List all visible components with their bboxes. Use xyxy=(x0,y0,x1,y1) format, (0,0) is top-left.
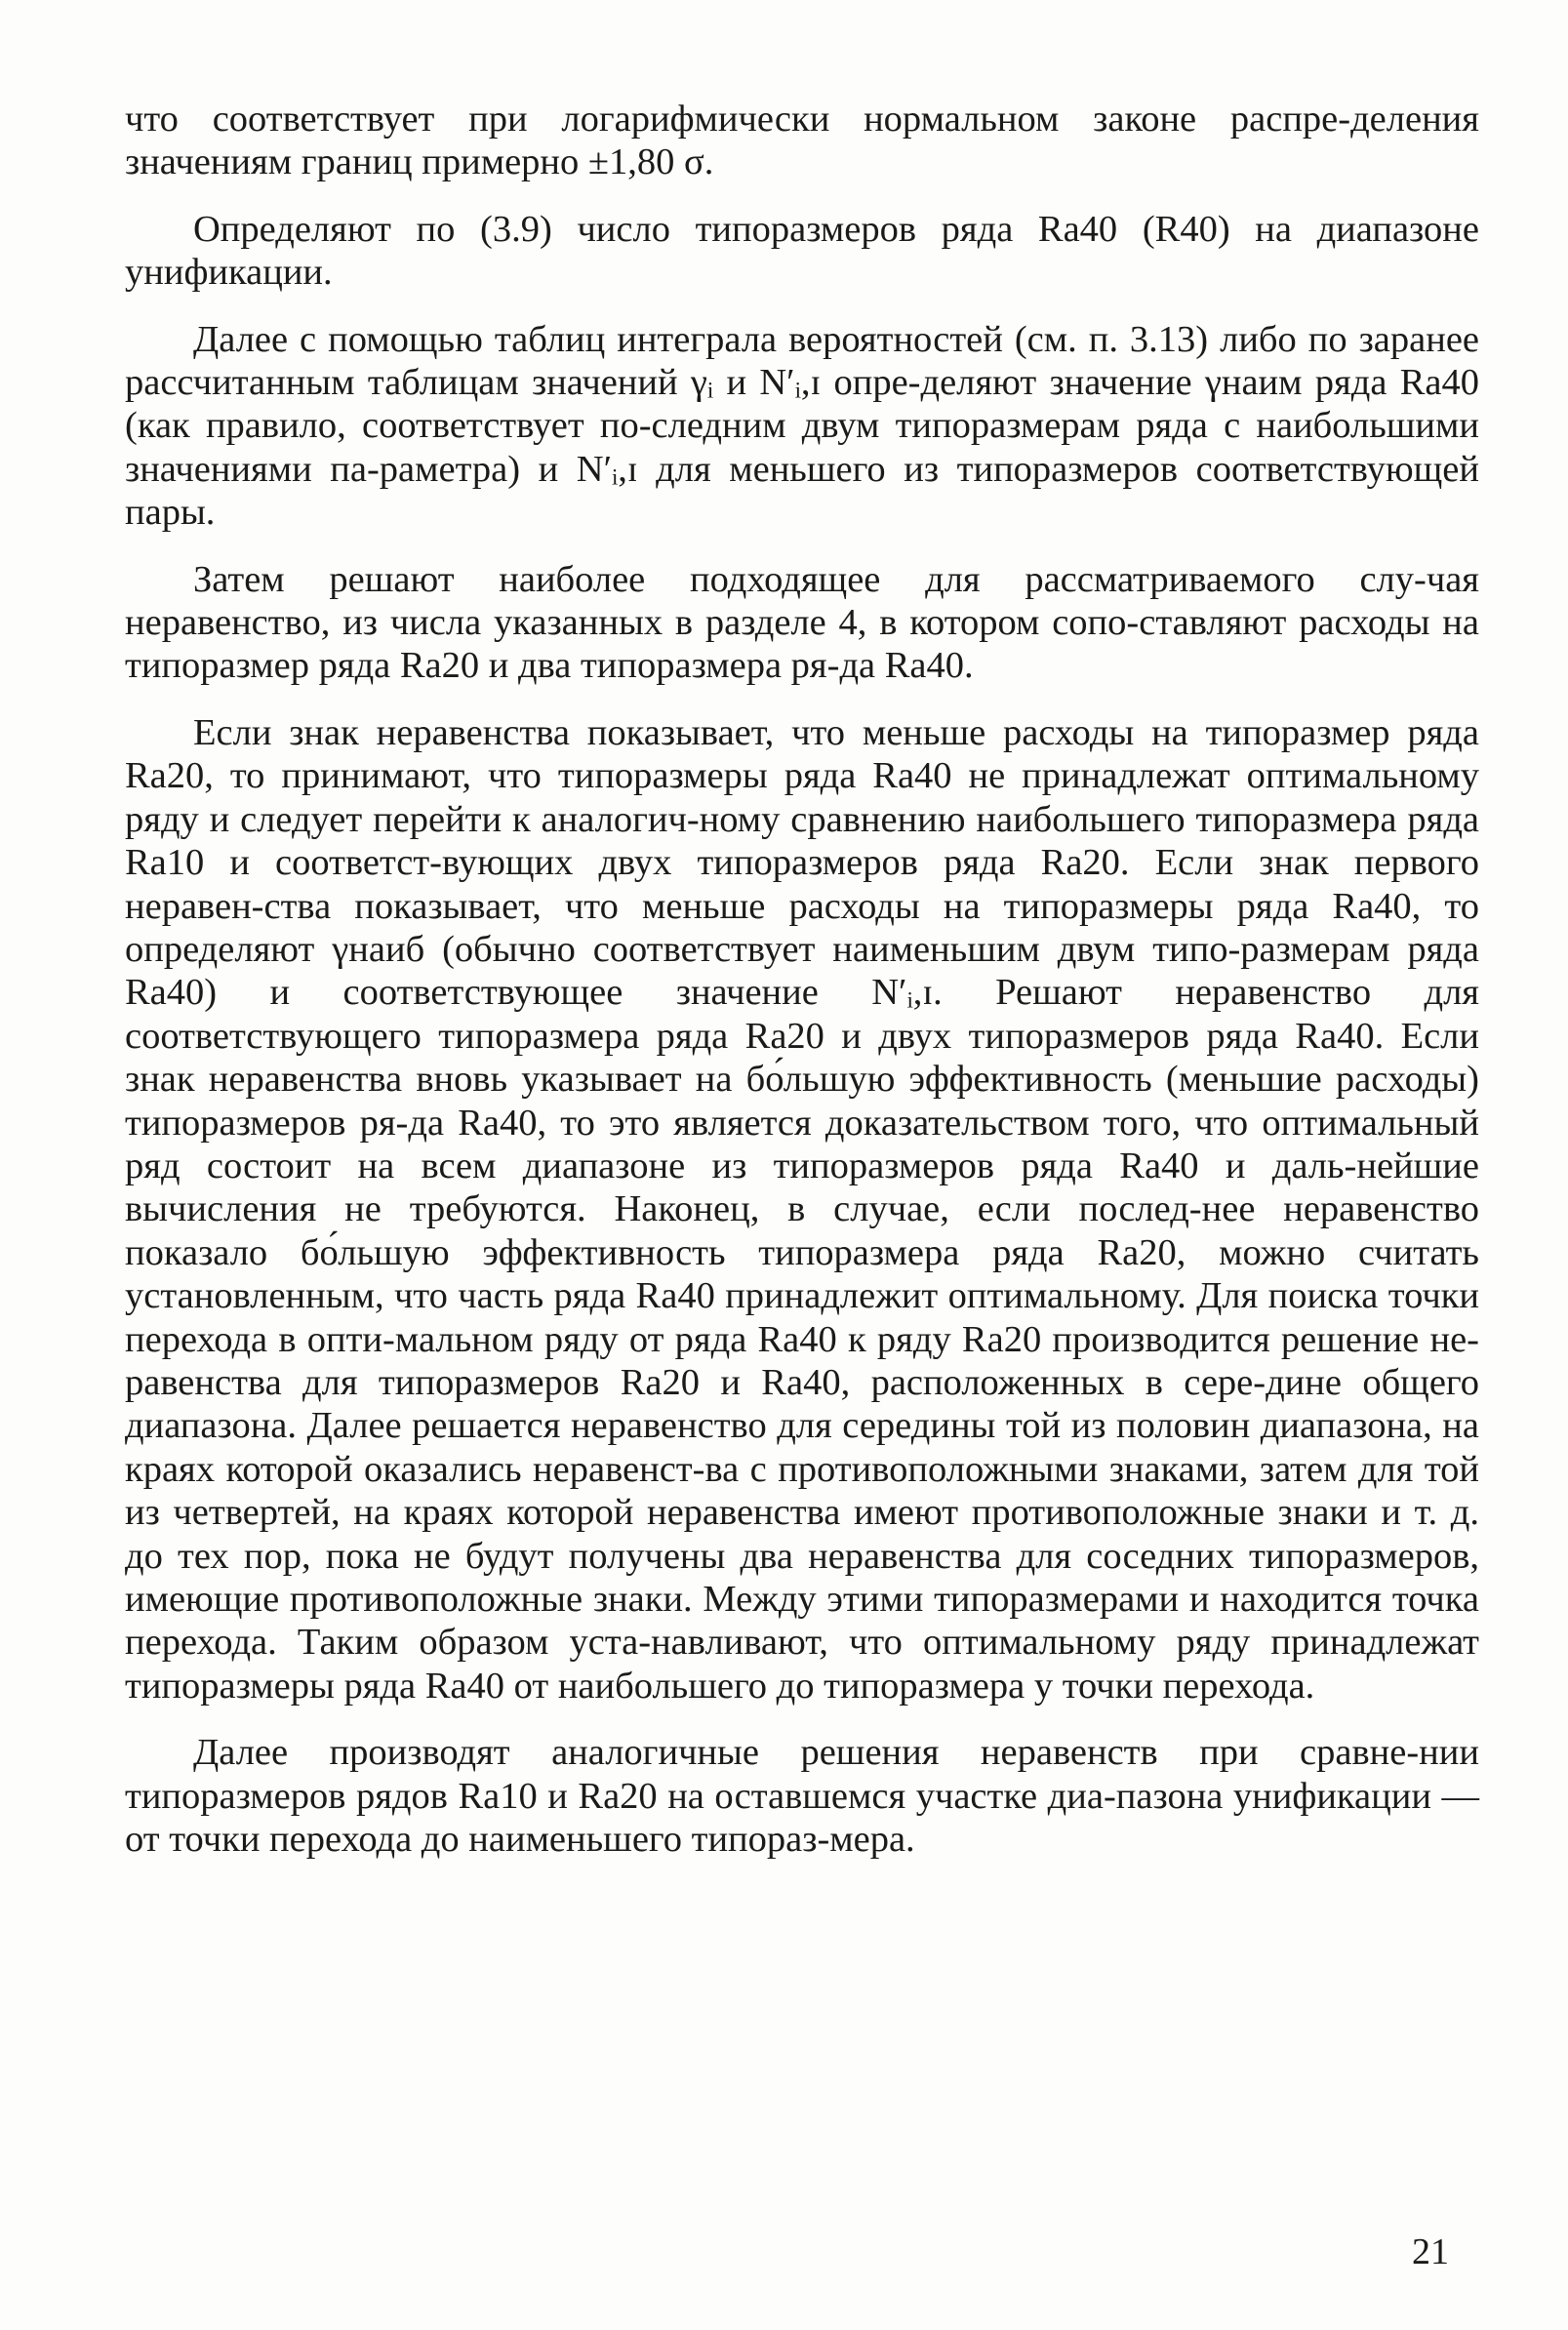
paragraph-3: Далее с помощью таблиц интеграла вероятностей (см. п. 3.13) либо по заранее рассчитанным таблицам значений γᵢ и N′ᵢ,ɪ опре-деляют значение γнаим ряда Ra40 (как правило, соответствует по-следним двум типоразмерам ряда с наибольшими значениями па-раметра) и N′ᵢ,ɪ для меньшего из типоразмеров соответствующей пары. xyxy=(125,318,1479,534)
paragraph-2: Определяют по (3.9) число типоразмеров ряда Ra40 (R40) на диапазоне унификации. xyxy=(125,208,1479,294)
body-text xyxy=(125,98,1479,1884)
paragraph-6: Далее производят аналогичные решения неравенств при сравне-нии типоразмеров рядов Ra10 и Ra20 на оставшемся участке диа-пазона унификации — от точки перехода до наименьшего типораз-мера. xyxy=(125,1732,1479,1861)
paragraph-5: Если знак неравенства показывает, что меньше расходы на типоразмер ряда Ra20, то принимают, что типоразмеры ряда Ra40 не принадлежат оптимальному ряду и следует перейти к аналогич-ному сравнению наибольшего типоразмера ряда Ra10 и соответст-вующих двух типоразмеров ряда Ra20. Если знак первого неравен-ства показывает, что меньше расходы на типоразмеры ряда Ra40, то определяют γнаиб (обычно соответствует наименьшим двум типо-размерам ряда Ra40) и соответствующее значение N′ᵢ,ɪ. Решают неравенство для соответствующего типоразмера ряда Ra20 и двух типоразмеров ряда Ra40. Если знак неравенства вновь указывает на бо́льшую эффективность (меньшие расходы) типоразмеров ря-да Ra40, то это является доказательством того, что оптимальный ряд состоит на всем диапазоне из типоразмеров ряда Ra40 и даль-нейшие вычисления не требуются. Наконец, в случае, если послед-нее неравенство показало бо́льшую эффективность типоразмера ряда Ra20, можно считать установленным, что часть ряда Ra40 принадлежит оптимальному. Для поиска точки перехода в опти-мальном ряду от ряда Ra40 к ряду Ra20 производится решение не-равенства для типоразмеров Ra20 и Ra40, расположенных в сере-дине общего диапазона. Далее решается неравенство для середины той из половин диапазона, на краях которой оказались неравенст-ва с противоположными знаками, затем для той из четвертей, на краях которой неравенства имеют противоположные знаки и т. д. до тех пор, пока не будут получены два неравенства для соседних типоразмеров, имеющие противоположные знаки. Между этими типоразмерами и находится точка перехода. Таким образом уста-навливают, что оптимальному ряду принадлежат типоразмеры ряда Ra40 от наибольшего до типоразмера у точки перехода. xyxy=(125,711,1479,1707)
paragraph-1: что соответствует при логарифмически нормальном законе распре-деления значениям границ примерно ±1,80 σ. xyxy=(125,99,1479,183)
paragraph-4: Затем решают наиболее подходящее для рассматриваемого слу-чая неравенство, из числа указанных в разделе 4, в котором сопо-ставляют расходы на типоразмер ряда Ra20 и два типоразмера ря-да Ra40. xyxy=(125,558,1479,687)
page-number: 21 xyxy=(1412,2231,1449,2272)
